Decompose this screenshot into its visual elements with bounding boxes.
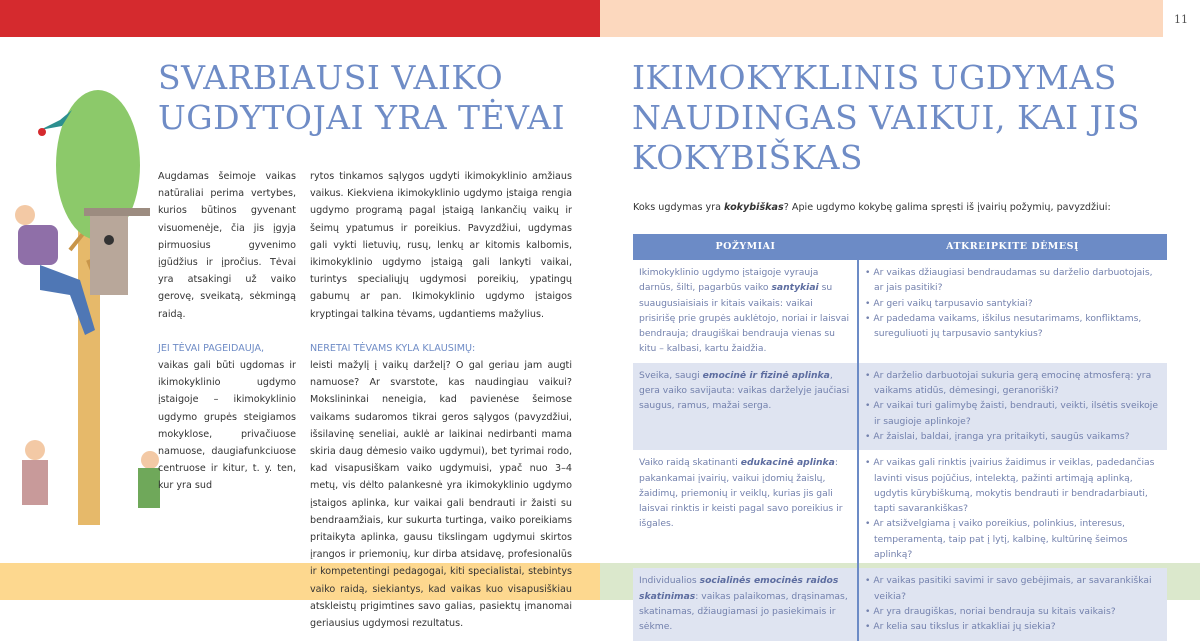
text: : pakankamai įvairių, vaikui įdomių žaislų, žaidimų, priemonių ir veiklų, kurias jis gali laisvai rinktis ir keisti pagal savo poreikius ir išgales.: [639, 457, 843, 530]
right-page-title: IKIMOKYKLINIS UGDYMAS NAUDINGAS VAIKUI, KAI JIS KOKYBIŠKAS: [632, 58, 1140, 177]
top-color-bar-right: [600, 0, 1163, 37]
questions-cell: [858, 450, 1167, 568]
question-item: • Ar atsižvelgiama į vaiko poreikius, polinkius, interesus, temperamentą, taip pat į lytį, kalbinę, kultūrinę šeimos aplinką?: [865, 516, 1161, 562]
intro-part: ? Apie ugdymo kokybę galima spręsti iš įvairių požymių, pavyzdžiui:: [783, 202, 1111, 213]
left-column-1: [158, 168, 296, 495]
left-page-title: SVARBIAUSI VAIKO UGDYTOJAI YRA TĖVAI: [158, 58, 566, 137]
table-row: [633, 450, 1167, 568]
table-row: [633, 568, 1167, 640]
left-column-2: [310, 168, 572, 632]
emphasis: santykiai: [771, 282, 819, 294]
question-item: • Ar darželio darbuotojai sukuria gerą emocinę atmosferą: yra vaikams atidūs, dėmesingi, geranoriški?: [865, 368, 1161, 399]
page-number: 11: [1174, 13, 1188, 26]
column-header: ATKREIPKITE DĖMESĮ: [858, 234, 1167, 260]
text: Sveika, saugi: [639, 369, 703, 381]
text: , gera vaiko savijauta: vaikas darželyje jaučiasi saugus, ramus, mažai serga.: [639, 369, 850, 412]
paragraph: Augdamas šeimoje vaikas natūraliai perima vertybes, kurios būtinos gyvenant visuomenėje, čia jis įgyja pirmuosius gyvenimo įgūdžius ir įpročius. Tėvai yra atsakingi už vaiko gerovę, sveikatą, sėkmingą raidą.: [158, 171, 296, 320]
emphasis: socialinės emocinės raidos skatinimas: [639, 575, 839, 602]
paragraph-continued: rytos tinkamos sąlygos ugdyti ikimokyklinio amžiaus vaikus. Kiekviena ikimokyklinio ugdymo įstaiga rengia ugdymo programą pagal įstaigą lankančių vaikų ir šeimų ypatumus ir poreikius. Pavyzdžiui, ugdymas gali vykti lietuvių, rusų, lenkų ar kitomis kalbomis, ikimokyklinio ugdymo įstaigą gali lankyti vaikai, turintys specialiųjų ugdymosi poreikių, ypatingų gabumų ar pan. Ikimokyklinio ugdymo įstaigos kryptingai talkina tėvams, ugdantiems mažylius.: [310, 171, 572, 320]
question-item: • Ar vaikai turi galimybę žaisti, bendrauti, veikti, ilsėtis sveikoje ir saugioje aplinkoje?: [865, 398, 1161, 429]
question-item: • Ar geri vaikų tarpusavio santykiai?: [865, 296, 1161, 311]
emphasis: edukacinė aplinka: [740, 457, 835, 469]
intro-part: Koks ugdymas yra: [633, 202, 725, 213]
text: : vaikas palaikomas, drąsinamas, skatinamas, džiaugiamasi jo pasiekimais ir sėkme.: [639, 590, 848, 633]
question-item: • Ar kelia sau tikslus ir atkakliai jų siekia?: [865, 619, 1161, 634]
question-item: • Ar padedama vaikams, iškilus nesutarimams, konfliktams, sureguliuoti jų tarpusavio santykius?: [865, 311, 1161, 342]
illustration-tree-family: [0, 90, 160, 530]
question-item: • Ar vaikas džiaugiasi bendraudamas su darželio darbuotojais, ar jais pasitiki?: [865, 265, 1161, 296]
questions-cell: [858, 363, 1167, 450]
birdhouse: [90, 215, 128, 295]
table-row: [633, 260, 1167, 363]
question-item: • Ar žaislai, baldai, įranga yra pritaikyti, saugūs vaikams?: [865, 429, 1161, 444]
emphasis: emocinė ir fizinė aplinka: [702, 369, 830, 381]
criterion-cell: [633, 450, 858, 568]
question-item: • Ar vaikas gali rinktis įvairius žaidimus ir veiklas, padedančias lavinti visus pojūčius, intelektą, pažinti artimąją aplinką, ugdytis kūrybiškumą, mokytis bendrauti ir bendradarbiauti, tapti savarankiškas?: [865, 455, 1161, 516]
text: Vaiko raidą skatinanti: [639, 457, 741, 469]
criterion-cell: [633, 363, 858, 450]
text: Individualios: [639, 575, 700, 587]
criterion-cell: [633, 568, 858, 640]
paragraph: leisti mažylį į vaikų darželį? O gal geriau jam augti namuose? Ar svarstote, kas naudingiau vaikui? Mokslininkai neneigia, kad pavienėse šeimose vaikams sudaromos tikrai geros sąlygos (pavyzdžiui, išsilavinę seneliai, auklė ar laikinai nedirbanti mama skiria daug dėmesio vaiko ugdymui), bet tyrimai rodo, kad visapusiškam vaiko ugdymuisi, ypač nuo 3–4 metų, vis dėlto palankesnė yra ikimokyklinio ugdymo įstaigos aplinka, kur vaikai gali bendrauti ir žaisti su bendraamžiais, kur sukurta turtinga, vaiko poreikiams pritaikyta aplinka, gausu tikslingam ugdymui skirtos įrangos ir priemonių, kur dirba atsidavę, profesionalūs ir kompetentingi pedagogai, kiti specialistai, stebintys vaiko raidą, siekiantys, kad vaikas kuo visapusiškiau atskleistų prigimtines savo galias, pasiektų įmanomai geriausius ugdymosi rezultatus.: [310, 360, 572, 630]
man-figure: [15, 205, 35, 225]
paragraph: vaikas gali būti ugdomas ir ikimokyklinio ugdymo įstaigoje – ikimokyklinio ugdymo grupės steigiamos mokyklose, privačiuose namuose, daugiafunkciuose centruose ir kitur, t. y. ten, kur yra sud: [158, 360, 296, 492]
quality-criteria-table: [633, 234, 1167, 641]
table-row: [633, 363, 1167, 450]
intro-text: [633, 202, 1111, 213]
top-color-bar-left: [0, 0, 600, 37]
question-item: • Ar yra draugiškas, noriai bendrauja su kitais vaikais?: [865, 604, 1161, 619]
column-header: POŽYMIAI: [633, 234, 858, 260]
text: su suaugusiaisiais ir kitais vaikais: vaikai prisirišę prie grupės auklėtojo, noriai ir laisvai bendrauja; draugiškai bendrauja vienas su kitu – kalbasi, kartu žaidžia.: [639, 282, 850, 355]
subheading: NERETAI TĖVAMS KYLA KLAUSIMŲ:: [310, 342, 476, 354]
questions-cell: [858, 568, 1167, 640]
subheading: JEI TĖVAI PAGEIDAUJA,: [158, 342, 265, 354]
criterion-cell: [633, 260, 858, 363]
text: Ikimokyklinio ugdymo įstaigoje vyrauja darnūs, šilti, pagarbūs vaiko: [639, 267, 819, 294]
intro-emphasis: kokybiškas: [724, 202, 784, 213]
question-item: • Ar vaikas pasitiki savimi ir savo gebėjimais, ar savarankiškai veikia?: [865, 573, 1161, 604]
questions-cell: [858, 260, 1167, 363]
